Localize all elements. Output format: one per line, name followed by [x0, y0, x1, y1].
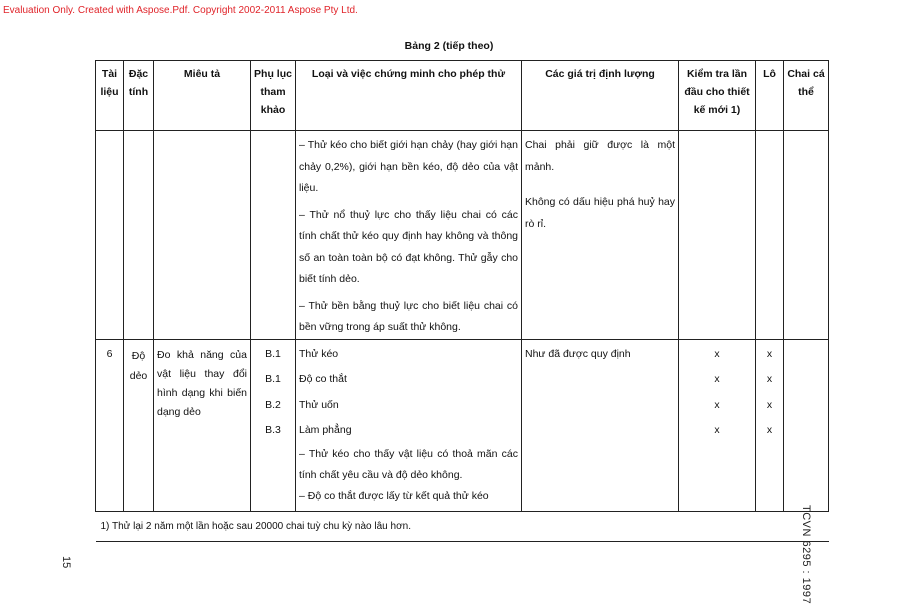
check-mark: x [714, 347, 720, 360]
table-row [96, 131, 829, 340]
annex-ref: B.1 [265, 373, 281, 385]
check-mark: x [766, 347, 773, 360]
test-name: Độ co thắt [299, 373, 347, 385]
value-text: Chai phải giữ được là một mảnh. [525, 139, 675, 173]
annex-ref: B.2 [265, 398, 281, 411]
continuation-tests-cell [296, 131, 522, 340]
lot-check-cell [756, 339, 784, 511]
footnote: 1) Thử lại 2 năm một lần hoặc sau 20000 chai tuỳ chu kỳ nào lâu hơn. [96, 511, 829, 541]
header-phu-luc: Phụ lục tham khảo [251, 61, 296, 131]
annex-ref: B.1 [265, 347, 281, 360]
value-cell: Như đã được quy định [522, 339, 679, 511]
test-text: – Thử nổ thuỷ lực cho thấy liệu chai có các tính chất thử kéo quy định hay không và thông số an toàn toàn bộ có đạt không. Thử gẫy cho biết tính dẻo. [299, 208, 518, 285]
header-gia-tri: Các giá trị định lượng [522, 61, 679, 131]
table-caption: Bảng 2 (tiếp theo) [404, 40, 494, 52]
value-text: Không có dấu hiệu phá huỷ hay rò rỉ. [525, 196, 675, 230]
header-chai: Chai cá thể [784, 61, 829, 131]
check-mark: x [714, 424, 720, 436]
check-mark: x [766, 424, 773, 436]
header-loai-viec: Loại và việc chứng minh cho phép thử [296, 61, 522, 131]
header-dac-tinh: Đặc tính [124, 61, 154, 131]
continuation-values-cell [522, 131, 679, 340]
row-number: 6 [96, 339, 124, 511]
check-mark: x [714, 373, 720, 385]
annex-ref: B.3 [265, 424, 281, 436]
test-name: Thử kéo [299, 347, 339, 360]
standard-table [95, 60, 829, 542]
header-tai-lieu: Tài liệu [96, 61, 124, 131]
test-text: – Thử kéo cho biết giới hạn chảy (hay giới hạn chảy 0,2%), giới hạn bền kéo, độ dẻo của vật liệu. [299, 139, 518, 194]
first-check-cell [679, 339, 756, 511]
footnote-row [96, 511, 829, 541]
test-name: Làm phẳng [299, 424, 352, 436]
test-note: – Độ co thắt được lấy từ kết quả thử kéo [299, 489, 489, 502]
check-mark: x [766, 398, 773, 411]
header-row [96, 61, 829, 131]
header-mieu-ta: Miêu tả [154, 61, 251, 131]
header-lo: Lô [756, 61, 784, 131]
watermark: Evaluation Only. Created with Aspose.Pdf. Copyright 2002-2011 Aspose Pty Ltd. [3, 5, 358, 16]
table-row [96, 339, 829, 511]
test-list-cell [296, 339, 522, 511]
check-mark: x [714, 398, 720, 411]
property-cell: Độ dẻo [124, 339, 154, 511]
check-mark: x [766, 373, 773, 385]
header-kiem-tra: Kiểm tra lần đầu cho thiết kế mới 1) [679, 61, 756, 131]
page-number: 15 [60, 556, 72, 569]
description-cell: Đo khả năng của vật liệu thay đổi hình dạng khi biến dạng dẻo [154, 339, 251, 511]
annex-cell [251, 339, 296, 511]
test-text: – Thử bền bằng thuỷ lực cho biết liệu chai có bền vững trong áp suất thử không. [299, 299, 518, 333]
test-name: Thử uốn [299, 398, 339, 411]
test-note: – Thử kéo cho thấy vật liệu có thoả mãn các tính chất yêu cầu và độ dẻo không. [299, 447, 518, 481]
standard-code: TCVN 6295 : 1997 [800, 505, 812, 604]
